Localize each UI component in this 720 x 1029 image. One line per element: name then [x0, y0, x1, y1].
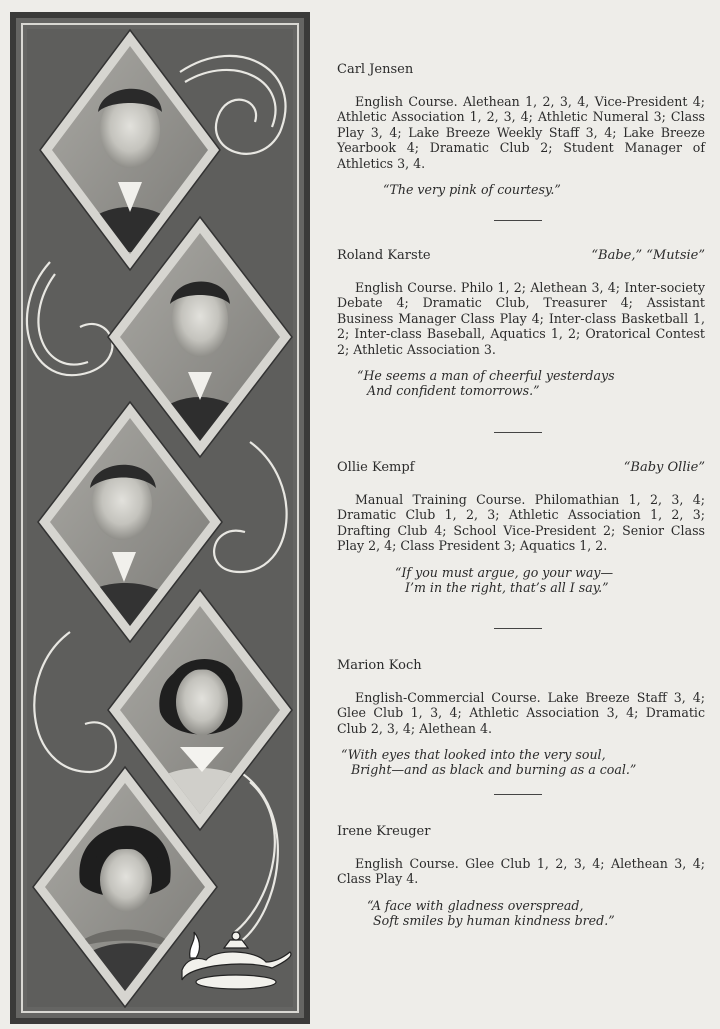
- student-quote: [337, 747, 705, 777]
- quote-line: I’m in the right, that’s all I say.”: [405, 579, 609, 595]
- divider: [494, 220, 542, 221]
- quote-line: Soft smiles by human kindness bred.”: [373, 912, 615, 928]
- entry-ollie-kempf: [337, 460, 705, 595]
- divider: [494, 628, 542, 629]
- entry-carl-jensen: [337, 62, 705, 197]
- student-quote: [337, 368, 705, 398]
- quote-line: “He seems a man of cheerful yesterdays: [357, 368, 615, 384]
- portrait-panel-art: [10, 12, 310, 1024]
- quote-line: “A face with gladness overspread,: [367, 897, 584, 913]
- student-nickname: “Baby Ollie”: [623, 460, 705, 475]
- student-name: Irene Kreuger: [337, 824, 431, 839]
- student-name: Roland Karste: [337, 248, 431, 263]
- student-activities: English-Commercial Course. Lake Breeze Staff 3, 4; Glee Club 1, 3, 4; Athletic Association 3, 4; Dramatic Club 2, 3, 4; Alethean 4.: [337, 690, 705, 736]
- entry-roland-karste: [337, 248, 705, 398]
- student-name: Ollie Kempf: [337, 460, 415, 475]
- student-quote: [337, 565, 705, 595]
- student-quote: [337, 182, 705, 197]
- entry-marion-koch: [337, 658, 705, 777]
- student-activities: English Course. Alethean 1, 2, 3, 4, Vice-President 4; Athletic Association 1, 2, 3, 4; Athletic Numeral 3; Class Play 3, 4; Lake Breeze Weekly Staff 3, 4; Lake Breeze Yearbook 4; Dramatic Club 2; Student Manager of Athletics 3, 4.: [337, 94, 705, 171]
- student-activities: English Course. Philo 1, 2; Alethean 3, 4; Inter-society Debate 4; Dramatic Club, Treasurer 4; Assistant Business Manager Class Play 4; Inter-class Basketball 1, 2; Inter-class Baseball, Aquatics 1, 2; Oratorical Contest 2; Athletic Association 3.: [337, 280, 705, 357]
- student-quote: [337, 898, 705, 928]
- portrait-panel: [10, 12, 310, 1024]
- student-nickname: “Babe,” “Mutsie”: [591, 248, 705, 263]
- student-activities: Manual Training Course. Philomathian 1, 2, 3, 4; Dramatic Club 1, 2, 3; Athletic Association 1, 2, 3; Drafting Club 4; School Vice-President 2; Senior Class Play 2, 4; Class President 3; Aquatics 1, 2.: [337, 492, 705, 554]
- student-name: Marion Koch: [337, 658, 422, 673]
- quote-line: “The very pink of courtesy.”: [383, 182, 561, 198]
- entry-irene-kreuger: [337, 824, 705, 928]
- quote-line: And confident tomorrows.”: [367, 383, 540, 399]
- divider: [494, 794, 542, 795]
- quote-line: Bright—and as black and burning as a coal.”: [351, 762, 637, 778]
- quote-line: “With eyes that looked into the very soul,: [341, 747, 606, 763]
- divider: [494, 432, 542, 433]
- student-name: Carl Jensen: [337, 62, 414, 77]
- student-activities: English Course. Glee Club 1, 2, 3, 4; Alethean 3, 4; Class Play 4.: [337, 856, 705, 887]
- quote-line: “If you must argue, go your way—: [395, 564, 614, 580]
